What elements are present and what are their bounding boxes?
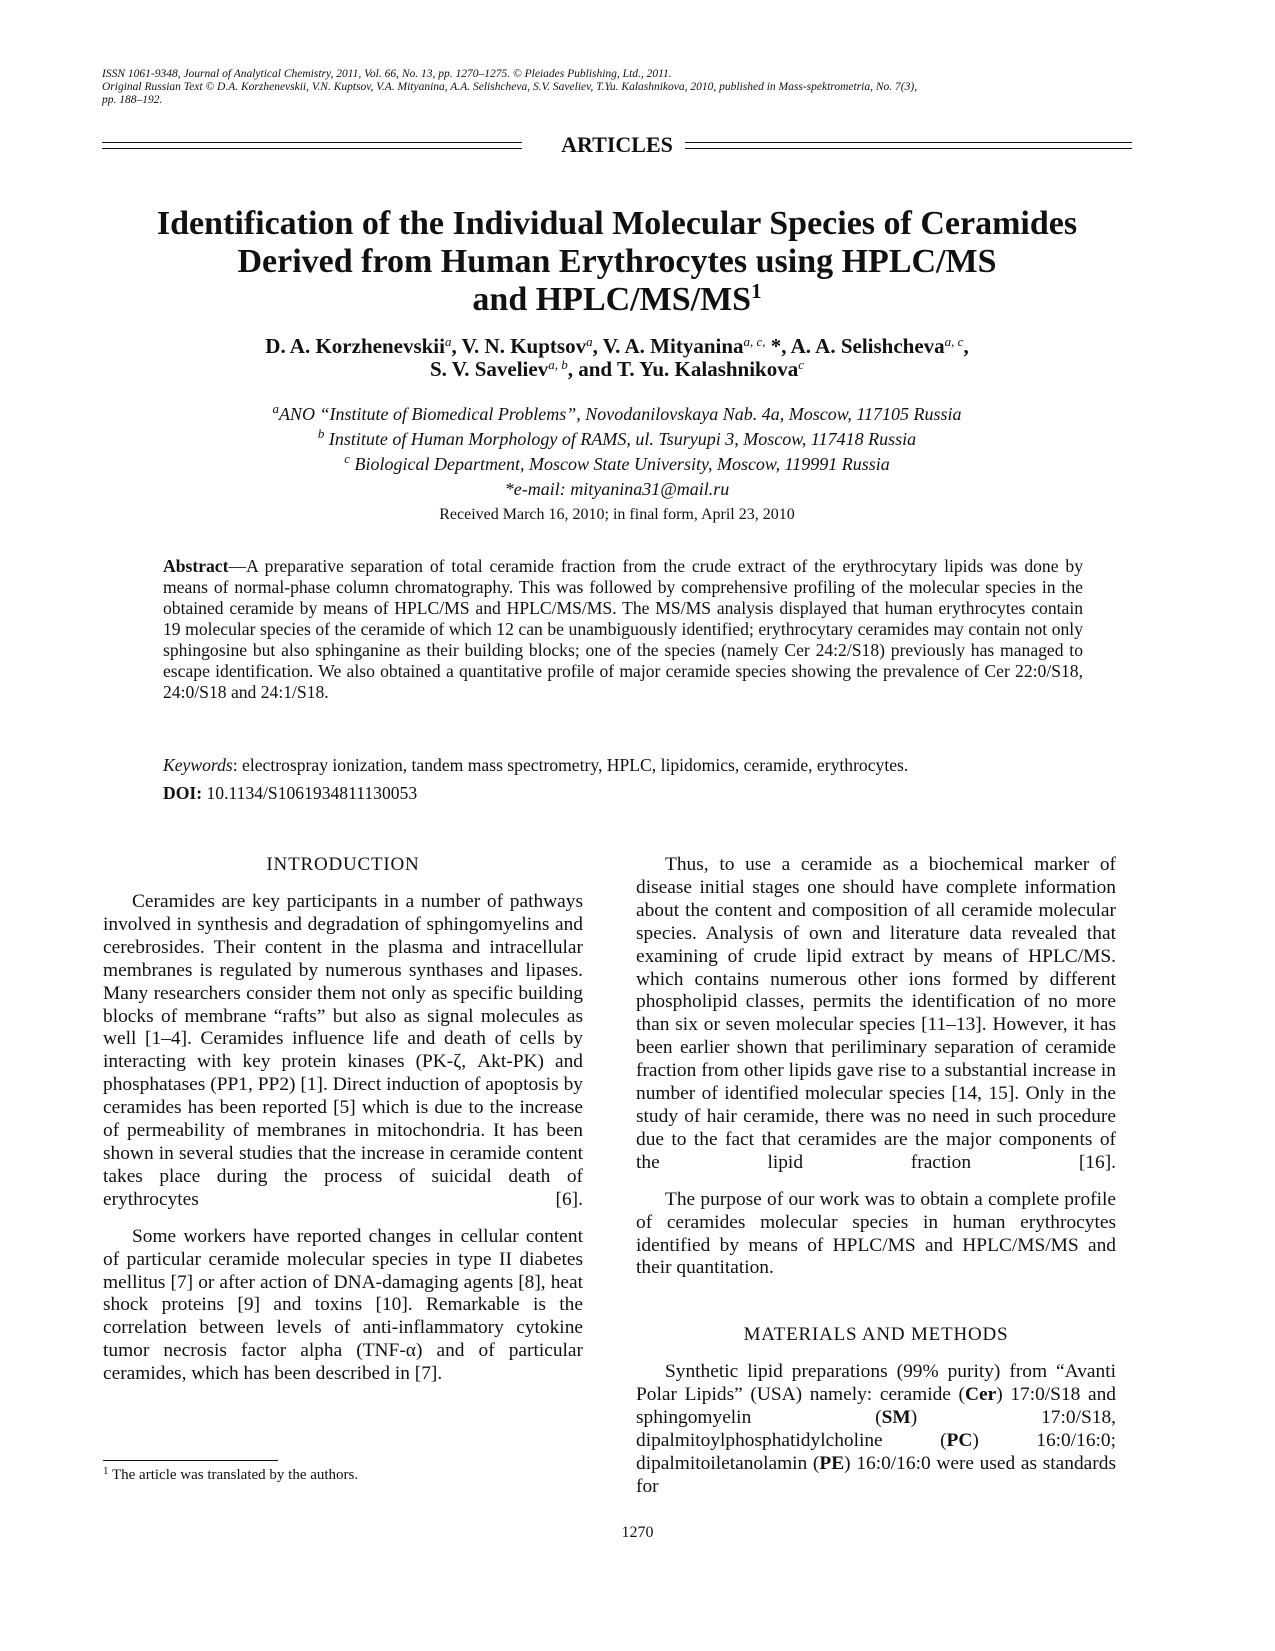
body-paragraph: Some workers have reported changes in cellular content of particular ceramide molecular species in type II diabetes mellitus [7] or after action of DNA-damaging agents [8], heat shock proteins [9] and toxins [10]. Remarkable is the correlation between levels of anti-inflammatory cytokine tumor necrosis factor alpha (TNF-α) and of particular ceramides, which has been described in [7].	[103, 1225, 583, 1385]
footnote-mark: 1	[103, 1465, 109, 1477]
corresponding-email: *e-mail: mityanina31@mail.ru	[504, 479, 730, 499]
abstract-text: —A preparative separation of total ceramide fraction from the crude extract of the erythrocytary lipids was done by means of normal-phase column chromatography. This was followed by comprehensive profiling of the molecular species in the obtained ceramide by means of HPLC/MS and HPLC/MS/MS. The MS/MS analysis displayed that human erythrocytes contain 19 molecular species of the ceramide of which 12 can be unambiguously identified; erythrocytary ceramides may contain not only sphingosine but also sphinganine as their building blocks; one of the species (namely Cer 24:2/S18) previously has managed to escape identification. We also obtained a quantitative profile of major ceramide species showing the prevalence of Cer 22:0/S18, 24:0/S18 and 24:1/S18.	[163, 556, 1083, 702]
received-dates: Received March 16, 2010; in final form, April 23, 2010	[439, 506, 795, 523]
paper-title	[102, 205, 1132, 319]
original-text-pages: pp. 188–192.	[102, 94, 163, 106]
author-name: A. A. Selishcheva	[790, 334, 945, 358]
title-footnote-mark: 1	[751, 279, 762, 303]
keywords-label: Keywords	[163, 755, 233, 775]
author-list: D. A. Korzhenevskii$^a$, V. N. Kuptsov$^a$, V. A. Mityanina$^{a, c,}$ *, A. A. Selishcheva$^{a, c}$, S. V. Saveliev$^{a, b}$, and T. Yu. Kalashnikova$^c$	[265, 334, 969, 381]
author-name: S. V. Saveliev	[429, 357, 549, 381]
doi-value: 10.1134/S1061934811130053	[202, 783, 418, 803]
footnote-divider	[103, 1460, 278, 1461]
introduction-heading: INTRODUCTION	[266, 854, 420, 875]
original-text-credit: Original Russian Text © D.A. Korzhenevskii, V.N. Kuptsov, V.A. Mityanina, A.A. Selishcheva, S.V. Saveliev, T.Yu. Kalashnikova, 2010, published in Mass-spektrometria, No. 7(3),	[102, 81, 918, 93]
section-banner	[102, 133, 1132, 159]
author-affiliation-mark: a, c	[944, 334, 964, 349]
author-name: V. N. Kuptsov	[461, 334, 587, 358]
body-paragraph: Synthetic lipid preparations (99% purity) from “Avanti Polar Lipids” (USA) namely: ceramide (Cer) 17:0/S18 and sphingomyelin (SM) 17:0/S18, dipalmitoylphosphatidylcholine (PC) 16:0/16:0; dipalmitoiletanolamin (PE) 16:0/16:0 were used as standards for	[636, 1361, 1117, 1497]
page-number: 1270	[621, 1524, 654, 1541]
section-label: ARTICLES	[549, 132, 685, 157]
materials-heading: MATERIALS AND METHODS	[743, 1324, 1009, 1346]
doi-label: DOI:	[163, 783, 203, 803]
doi	[163, 783, 1083, 804]
journal-citation-line: ISSN 1061-9348, Journal of Analytical Chemistry, 2011, Vol. 66, No. 13, pp. 1270–1275. © Pleiades Publishing, Ltd., 2011.	[102, 68, 672, 80]
affiliation-b: $^b$ Institute of Human Morphology of RAMS, ul. Tsuryupi 3, Moscow, 117418 Russia	[317, 426, 917, 449]
title-line-3: and HPLC/MS/MS	[472, 281, 752, 318]
footnote-text: The article was translated by the authors.	[108, 1467, 359, 1483]
left-column	[103, 854, 583, 1386]
author-name: V. A. Mityanina	[602, 334, 744, 358]
abstract-label: Abstract	[163, 556, 229, 576]
affiliation-a: $^a$ANO “Institute of Biomedical Problems”, Novodanilovskaya Nab. 4a, Moscow, 117105 Russia	[272, 401, 962, 424]
author-name: D. A. Korzhenevskii	[265, 334, 445, 358]
author-affiliation-mark: a, b	[548, 357, 568, 372]
body-paragraph: Thus, to use a ceramide as a biochemical marker of disease initial stages one should have complete information about the content and composition of all ceramide molecular species. Analysis of own and literature data revealed that examining of crude lipid extract by means of HPLC/MS. which contains numerous other ions formed by different phospholipid classes, permits the identification of no more than six or seven molecular species [11–13]. However, it has been earlier shown that periliminary separation of ceramide fraction from other lipids gave rise to a substantial increase in number of identified molecular species [14, 15]. Only in the study of hair ceramide, there was no need in such procedure due to the fact that ceramides are the major components of the lipid fraction [16].	[636, 854, 1116, 1173]
title-line-1: Identification of the Individual Molecular Species of Ceramides	[156, 205, 1078, 242]
abstract	[163, 556, 1083, 703]
title-line-2: Derived from Human Erythrocytes using HPLC/MS	[237, 243, 997, 280]
keywords	[163, 755, 1083, 776]
affiliation-c: $^c$ Biological Department, Moscow State University, Moscow, 119991 Russia	[344, 451, 890, 474]
keywords-text: : electrospray ionization, tandem mass spectrometry, HPLC, lipidomics, ceramide, erythrocytes.	[232, 755, 909, 775]
body-paragraph: Ceramides are key participants in a number of pathways involved in synthesis and degradation of sphingomyelins and cerebrosides. Their content in the plasma and intracellular membranes is regulated by numerous synthases and lipases. Many researchers consider them not only as specific building blocks of membrane “rafts” but also as signal molecules as well [1–4]. Ceramides influence life and death of cells by interacting with key protein kinases (PK-ζ, Akt-PK) and phosphatases (PP1, PP2) [1]. Direct induction of apoptosis by ceramides has been reported [5] which is due to the increase of permeability of membranes in mitochondria. It has been shown in several studies that the increase in ceramide content takes place during the process of suicidal death of erythrocytes [6].	[103, 891, 583, 1210]
footnote	[103, 1466, 358, 1484]
body-paragraph: The purpose of our work was to obtain a complete profile of ceramides molecular species in human erythrocytes identified by means of HPLC/MS and HPLC/MS/MS and their quantitation.	[636, 1188, 1116, 1279]
right-column	[636, 854, 1116, 1499]
author-affiliation-mark: a	[586, 334, 593, 349]
author-affiliation-mark: a, c,	[743, 334, 766, 349]
author-affiliation-mark: c	[798, 357, 805, 372]
author-name: T. Yu. Kalashnikova	[616, 357, 799, 381]
author-affiliation-mark: a	[444, 334, 452, 349]
